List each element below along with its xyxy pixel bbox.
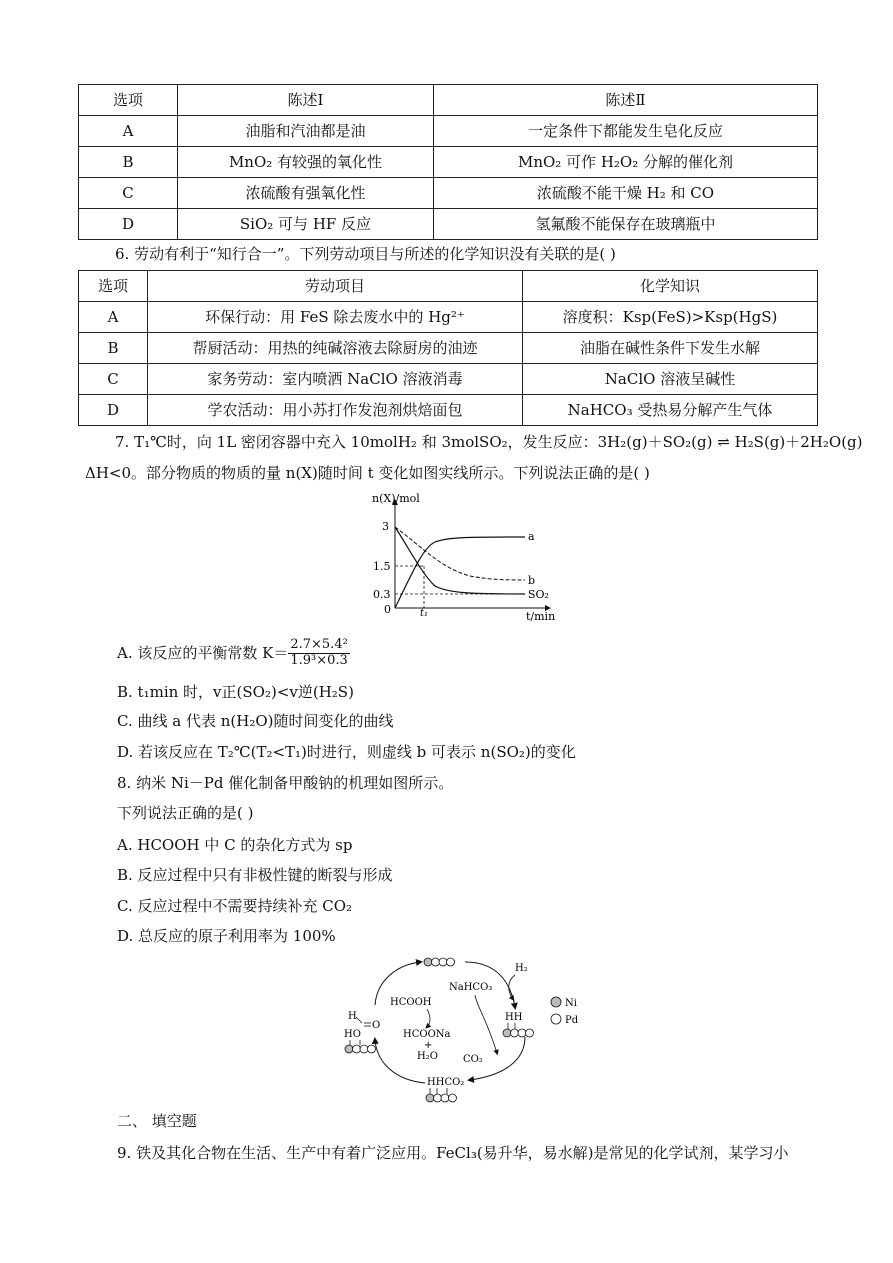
- q8-option-a: A. HCOOH 中 C 的杂化方式为 sp: [117, 836, 353, 854]
- curve-a-label: a: [528, 530, 535, 543]
- table-cell: D: [79, 209, 178, 240]
- equilibrium-fraction: [288, 638, 349, 669]
- ho-label: HO: [344, 1029, 361, 1040]
- nahco3-label: NaHCO₃: [449, 982, 493, 993]
- table-row: [79, 302, 818, 333]
- q7-option-b: B. t₁min 时，v正(SO₂)<v逆(H₂S): [117, 683, 354, 701]
- table-cell: A: [79, 116, 178, 147]
- table-row: [79, 395, 818, 426]
- table-cell: 一定条件下都能发生皂化反应: [434, 116, 818, 147]
- q8-option-b: B. 反应过程中只有非极性键的断裂与形成: [117, 866, 393, 884]
- table-cell: 浓硫酸不能干燥 H₂ 和 CO: [434, 178, 818, 209]
- table-cell: D: [79, 395, 148, 426]
- q8-stem-line1: 8. 纳米 Ni－Pd 催化制备甲酸钠的机理如图所示。: [117, 774, 454, 792]
- table-cell: 帮厨活动：用热的纯碱溶液去除厨房的油迹: [148, 333, 523, 364]
- q8-option-c: C. 反应过程中不需要持续补充 CO₂: [117, 897, 353, 915]
- header-cell: 化学知识: [523, 271, 818, 302]
- table-cell: 氢氟酸不能保存在玻璃瓶中: [434, 209, 818, 240]
- bond-line: [356, 1017, 362, 1023]
- x-tick-t1: t₁: [420, 608, 429, 619]
- amount-time-graph: [360, 490, 560, 625]
- y-axis-label: n(X)/mol: [372, 492, 420, 505]
- table-cell: SiO₂ 可与 HF 反应: [178, 209, 434, 240]
- catalyst-cluster-top: [424, 958, 455, 966]
- hcooh-label: HCOOH: [390, 997, 432, 1008]
- curve-so2-label: SO₂: [528, 588, 549, 601]
- table-row: [79, 147, 818, 178]
- table-row: [79, 364, 818, 395]
- curve-b: [395, 527, 525, 580]
- fraction-numerator: 2.7×5.4²: [290, 637, 348, 652]
- header-cell: 陈述Ⅰ: [178, 85, 434, 116]
- table-row: [79, 209, 818, 240]
- table-cell: A: [79, 302, 148, 333]
- curve-b-label: b: [528, 574, 536, 587]
- labor-table: [78, 270, 818, 426]
- header-cell: 选项: [79, 271, 148, 302]
- table-cell: B: [79, 333, 148, 364]
- hcoona-label: HCOONa: [403, 1029, 451, 1040]
- header-cell: 选项: [79, 85, 178, 116]
- q7-option-a-text: A. 该反应的平衡常数 K＝: [117, 644, 289, 663]
- legend-pd-label: Pd: [565, 1015, 579, 1026]
- table-cell: 溶度积：Ksp(FeS)>Ksp(HgS): [523, 302, 818, 333]
- q8-option-d: D. 总反应的原子利用率为 100%: [117, 927, 336, 945]
- table-cell: MnO₂ 可作 H₂O₂ 分解的催化剂: [434, 147, 818, 178]
- q8-stem-line2: 下列说法正确的是( ): [117, 804, 254, 822]
- table-cell: NaClO 溶液呈碱性: [523, 364, 818, 395]
- header-cell: 劳动项目: [148, 271, 523, 302]
- h-aldehyde-label: H: [348, 1011, 357, 1022]
- table-cell: C: [79, 178, 178, 209]
- h2o-label: H₂O: [417, 1051, 438, 1062]
- legend-ni-label: Ni: [565, 998, 577, 1009]
- legend-ni-marker: [551, 997, 561, 1007]
- q7-option-d: D. 若该反应在 T₂℃(T₂<T₁)时进行，则虚线 b 可表示 n(SO₂)的变化: [117, 743, 576, 761]
- catalyst-cluster-left: [345, 1045, 376, 1053]
- y-tick-0: 0: [384, 603, 391, 616]
- o-aldehyde-label: O: [372, 1020, 381, 1031]
- table-cell: 油脂和汽油都是油: [178, 116, 434, 147]
- table-cell: 浓硫酸有强氧化性: [178, 178, 434, 209]
- table-row: [79, 116, 818, 147]
- table-cell: 油脂在碱性条件下发生水解: [523, 333, 818, 364]
- q9-stem: 9. 铁及其化合物在生活、生产中有着广泛应用。FeCl₃(易升华，易水解)是常见的化学试剂，某学习小: [117, 1144, 789, 1162]
- y-tick-0-3: 0.3: [373, 588, 391, 601]
- co2-label: CO₂: [463, 1054, 483, 1065]
- hhco2-label: HHCO₂: [427, 1077, 465, 1088]
- table-header-row: [79, 271, 818, 302]
- table-header-row: [79, 85, 818, 116]
- legend-pd-marker: [551, 1014, 561, 1024]
- y-tick-1-5: 1.5: [373, 560, 391, 573]
- product-arrow: [427, 1009, 430, 1027]
- q7-option-c: C. 曲线 a 代表 n(H₂O)随时间变化的曲线: [117, 712, 394, 730]
- h2-label: H₂: [515, 963, 528, 974]
- catalyst-cluster-right: [503, 1029, 534, 1037]
- statement-table: [78, 84, 818, 240]
- nahco3-arrow: [475, 995, 497, 1053]
- table-row: [79, 333, 818, 364]
- fraction-denominator: 1.9³×0.3: [290, 652, 348, 668]
- q6-stem: 6. 劳动有利于“知行合一”。下列劳动项目与所述的化学知识没有关联的是( ): [115, 245, 616, 263]
- hh-label: HH: [505, 1012, 523, 1023]
- table-cell: C: [79, 364, 148, 395]
- q7-stem-line2: ΔH<0。部分物质的物质的量 n(X)随时间 t 变化如图实线所示。下列说法正确的是( ): [85, 464, 650, 482]
- table-cell: NaHCO₃ 受热易分解产生气体: [523, 395, 818, 426]
- q7-stem-line1: 7. T₁℃时，向 1L 密闭容器中充入 10molH₂ 和 3molSO₂，发生反应：3H₂(g)＋SO₂(g) ⇌ H₂S(g)＋2H₂O(g): [115, 433, 863, 451]
- table-cell: B: [79, 147, 178, 178]
- x-axis-label: t/min: [526, 610, 556, 623]
- mechanism-diagram: [335, 945, 595, 1110]
- y-tick-3: 3: [382, 520, 389, 533]
- table-cell: 环保行动：用 FeS 除去废水中的 Hg²⁺: [148, 302, 523, 333]
- table-cell: 学农活动：用小苏打作发泡剂烘焙面包: [148, 395, 523, 426]
- table-cell: 家务劳动：室内喷洒 NaClO 溶液消毒: [148, 364, 523, 395]
- catalyst-cluster-bottom: [426, 1094, 457, 1102]
- table-row: [79, 178, 818, 209]
- header-cell: 陈述Ⅱ: [434, 85, 818, 116]
- section-title: 二、 填空题: [117, 1112, 197, 1130]
- table-cell: MnO₂ 有较强的氧化性: [178, 147, 434, 178]
- plus-label: +: [424, 1040, 433, 1051]
- q7-option-a: [117, 638, 350, 669]
